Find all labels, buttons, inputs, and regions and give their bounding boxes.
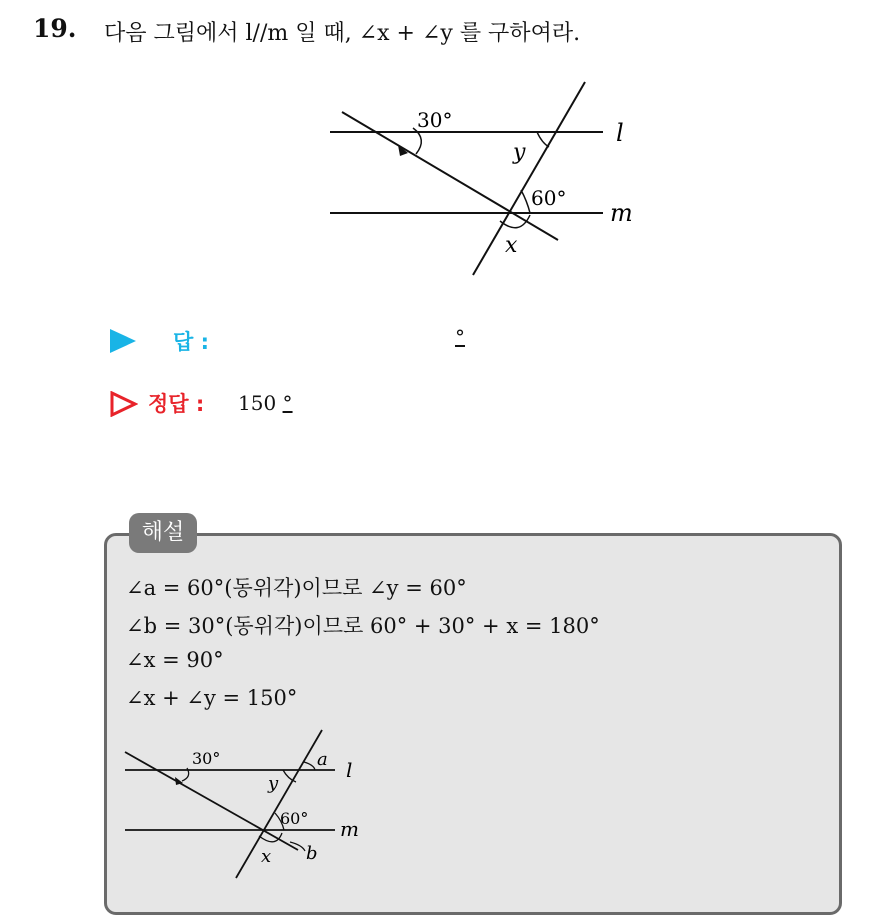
explanation-line-1: ∠a = 60°(동위각)이므로 ∠y = 60° <box>126 576 467 600</box>
play-triangle-icon <box>110 329 136 353</box>
label-y: y <box>513 140 526 165</box>
fig2-arc-y <box>283 770 296 782</box>
arc-60 <box>521 190 530 213</box>
correct-label: 정답 : <box>148 392 205 416</box>
hollow-triangle-icon <box>110 391 138 417</box>
label-x: x <box>505 233 518 258</box>
fig2-label-60: 60° <box>280 809 309 828</box>
correct-unit: ° <box>282 391 293 415</box>
fig2-label-m: m <box>340 817 359 841</box>
answer-unit[interactable]: ° <box>455 325 465 349</box>
label-m: m <box>610 199 633 227</box>
label-60: 60° <box>531 186 567 210</box>
explanation-line-4: ∠x + ∠y = 150° <box>126 686 298 710</box>
arc-y <box>537 132 549 147</box>
fig2-label-x: x <box>261 846 272 867</box>
label-l: l <box>616 119 624 147</box>
correct-value-line <box>238 391 293 415</box>
correct-answer-row <box>110 387 410 427</box>
explanation-line-3: ∠x = 90° <box>126 648 224 672</box>
explanation-tag: 해설 <box>129 513 197 553</box>
fig2-label-30: 30° <box>192 749 221 768</box>
explanation-line-2: ∠b = 30°(동위각)이므로 60° + 30° + x = 180° <box>126 614 600 638</box>
explanation-figure <box>120 725 380 885</box>
answer-row <box>110 325 490 365</box>
correct-value: 150 <box>238 391 277 415</box>
fig2-label-b: b <box>306 843 318 864</box>
transversal-2 <box>473 82 585 275</box>
fig2-arc-a <box>304 762 315 770</box>
fig2-label-a: a <box>317 749 328 770</box>
label-30: 30° <box>417 108 453 132</box>
parallel-lines-figure <box>320 75 650 280</box>
fig2-label-y: y <box>268 773 279 794</box>
fig2-label-l: l <box>346 758 353 782</box>
answer-label: 답 : <box>173 330 209 354</box>
question-text: 다음 그림에서 l//m 일 때, ∠x + ∠y 를 구하여라. <box>104 21 581 46</box>
question-number: 19. <box>33 14 77 43</box>
